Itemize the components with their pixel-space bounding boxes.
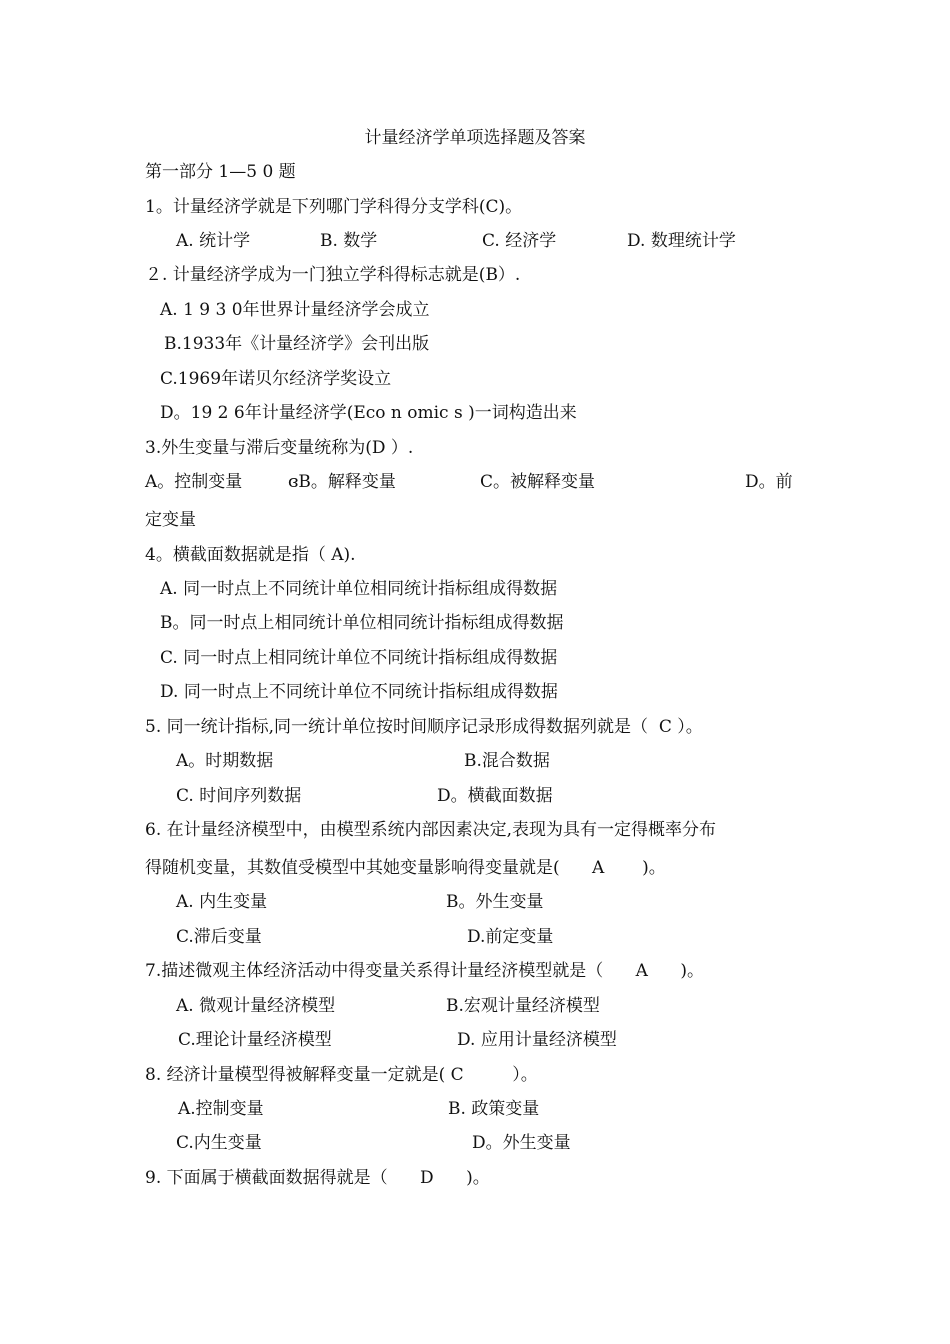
question-1-option-b: B. 数学 [320,231,378,251]
question-4-option-d: D. 同一时点上不同统计单位不同统计指标组成得数据 [160,682,558,702]
question-4-option-a: A. 同一时点上不同统计单位相同统计指标组成得数据 [160,579,558,599]
question-7-stem: 7.描述微观主体经济活动中得变量关系得计量经济模型就是（ A )。 [145,961,704,981]
question-2-option-c: C.1969年诺贝尔经济学奖设立 [160,369,392,389]
question-7-option-c: C.理论计量经济模型 [178,1030,332,1050]
question-1-option-c: C. 经济学 [482,231,557,251]
question-8-option-a: A.控制变量 [178,1099,264,1119]
question-5-option-d: D。横截面数据 [437,786,553,806]
question-3-option-d: D。前 [745,472,793,492]
question-8-option-c: C.内生变量 [176,1133,262,1153]
question-2-option-a: A. 1 9 3 0年世界计量经济学会成立 [160,300,430,320]
question-7-option-b: B.宏观计量经济模型 [446,996,600,1016]
question-8-stem: 8. 经济计量模型得被解释变量一定就是( C ）。 [145,1065,538,1085]
question-2-stem: ２. 计量经济学成为一门独立学科得标志就是(B）. [145,265,521,285]
question-5-option-b: B.混合数据 [464,751,550,771]
question-5-option-c: C. 时间序列数据 [176,786,302,806]
question-2-option-b: B.1933年《计量经济学》会刊出版 [164,334,430,354]
question-6-option-a: A. 内生变量 [176,892,268,912]
question-4-option-b: B。同一时点上相同统计单位相同统计指标组成得数据 [160,613,564,633]
question-3-stem: 3.外生变量与滞后变量统称为(D ）. [145,438,414,458]
question-6-option-d: D.前定变量 [467,927,554,947]
question-6-stem: 6. 在计量经济模型中，由模型系统内部因素决定,表现为具有一定得概率分布 [145,820,717,840]
question-4-stem: 4。横截面数据就是指（ A). [145,545,356,565]
question-6-option-b: B。外生变量 [446,892,544,912]
question-6-option-c: C.滞后变量 [176,927,262,947]
question-6-stem-continued: 得随机变量，其数值受模型中其她变量影响得变量就是( A )。 [145,858,666,878]
document-title: 计量经济学单项选择题及答案 [364,128,586,148]
question-3-option-a: A。控制变量 [145,472,243,492]
question-2-option-d: D。19 2 6年计量经济学(Eco n omic s )一词构造出来 [160,403,577,423]
question-1-option-d: D. 数理统计学 [627,231,736,251]
question-1-stem: 1。计量经济学就是下列哪门学科得分支学科(C)。 [145,197,523,217]
question-7-option-a: A. 微观计量经济模型 [176,996,336,1016]
question-3-option-b: ɞB。解释变量 [288,472,396,492]
question-5-option-a: A。时期数据 [176,751,274,771]
question-1-option-a: A. 统计学 [176,231,251,251]
part-heading: 第一部分 1—5 0 题 [145,162,296,182]
question-8-option-d: D。外生变量 [472,1133,571,1153]
question-9-stem: 9. 下面属于横截面数据得就是（ D )。 [145,1168,490,1188]
question-5-stem: 5. 同一统计指标,同一统计单位按时间顺序记录形成得数据列就是（ C ）。 [145,717,703,737]
question-3-option-d-continued: 定变量 [145,510,196,530]
question-7-option-d: D. 应用计量经济模型 [457,1030,617,1050]
question-3-option-c: C。被解释变量 [480,472,596,492]
question-4-option-c: C. 同一时点上相同统计单位不同统计指标组成得数据 [160,648,558,668]
question-8-option-b: B. 政策变量 [448,1099,540,1119]
